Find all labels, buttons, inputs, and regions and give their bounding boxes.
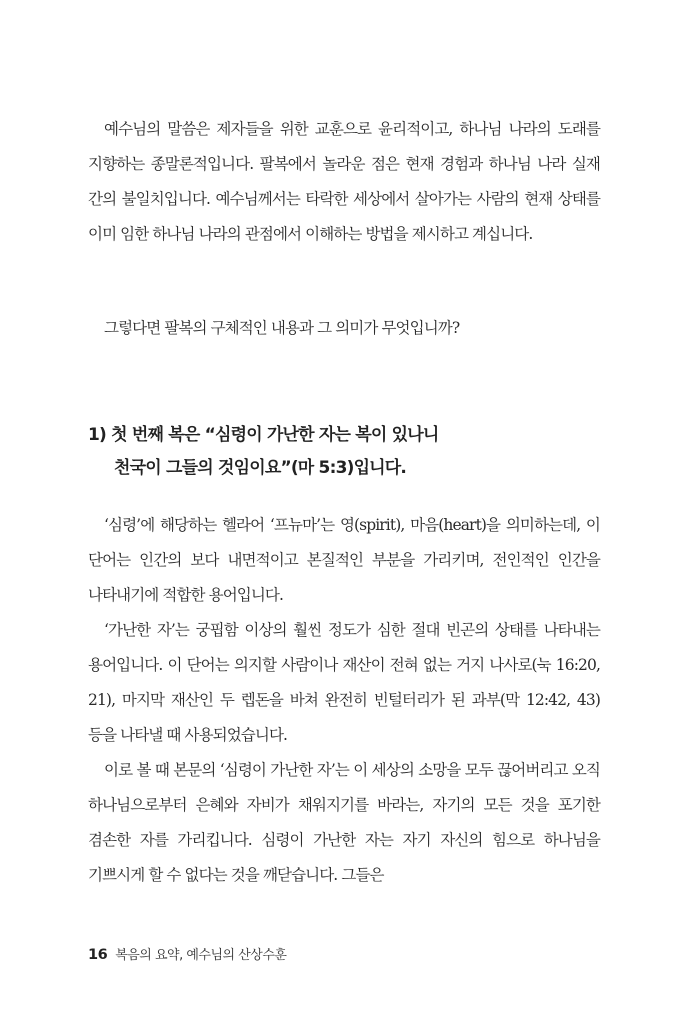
body-paragraph-spirit: ‘심령’에 해당하는 헬라어 ‘프뉴마’는 영(spirit), 마음(heart)을 의미하는데, 이 단어는 인간의 보다 내면적이고 본질적인 부분을 가리키며, 전인적인 인간을 나타내기에 적합한 용어입니다.: [88, 516, 600, 604]
section-heading: [88, 419, 608, 485]
body-paragraph-poor: ‘가난한 자’는 궁핍함 이상의 훨씬 정도가 심한 절대 빈곤의 상태를 나타내는 용어입니다. 이 단어는 의지할 사람이나 재산이 전혀 없는 거지 나사로(눅 16:20, 21), 마지막 재산인 두 렙돈을 바쳐 완전히 빈털터리가 된 과부(막 12:42, 43) 등을 나타낼 때 사용되었습니다.: [88, 621, 600, 744]
intro-paragraph: 예수님의 말씀은 제자들을 위한 교훈으로 윤리적이고, 하나님 나라의 도래를 지향하는 종말론적입니다. 팔복에서 놀라운 점은 현재 경험과 하나님 나라 실재 간의 불일치입니다. 예수님께서는 타락한 세상에서 살아가는 사람의 현재 상태를 이미 임한 하나님 나라의 관점에서 이해하는 방법을 제시하고 계십니다.: [88, 120, 600, 243]
page-footer: [88, 944, 286, 963]
body-paragraph-conclusion: 이로 볼 때 본문의 ‘심령이 가난한 자’는 이 세상의 소망을 모두 끊어버리고 오직 하나님으로부터 은혜와 자비가 채워지기를 바라는, 자기의 모든 것을 포기한 겸손한 자를 가리킵니다. 심령이 가난한 자는 자기 자신의 힘으로 하나님을 기쁘시게 할 수 없다는 것을 깨닫습니다. 그들은: [88, 761, 600, 884]
page-number: 16: [88, 947, 108, 963]
question-paragraph: 그렇다면 팔복의 구체적인 내용과 그 의미가 무엇입니까?: [104, 319, 460, 337]
section-heading-line1: 1) 첫 번째 복은 “심령이 가난한 자는 복이 있나니: [88, 425, 439, 445]
section-heading-line2: 천국이 그들의 것임이요”(마 5:3)입니다.: [114, 458, 407, 478]
running-title: 복음의 요약, 예수님의 산상수훈: [115, 948, 287, 963]
